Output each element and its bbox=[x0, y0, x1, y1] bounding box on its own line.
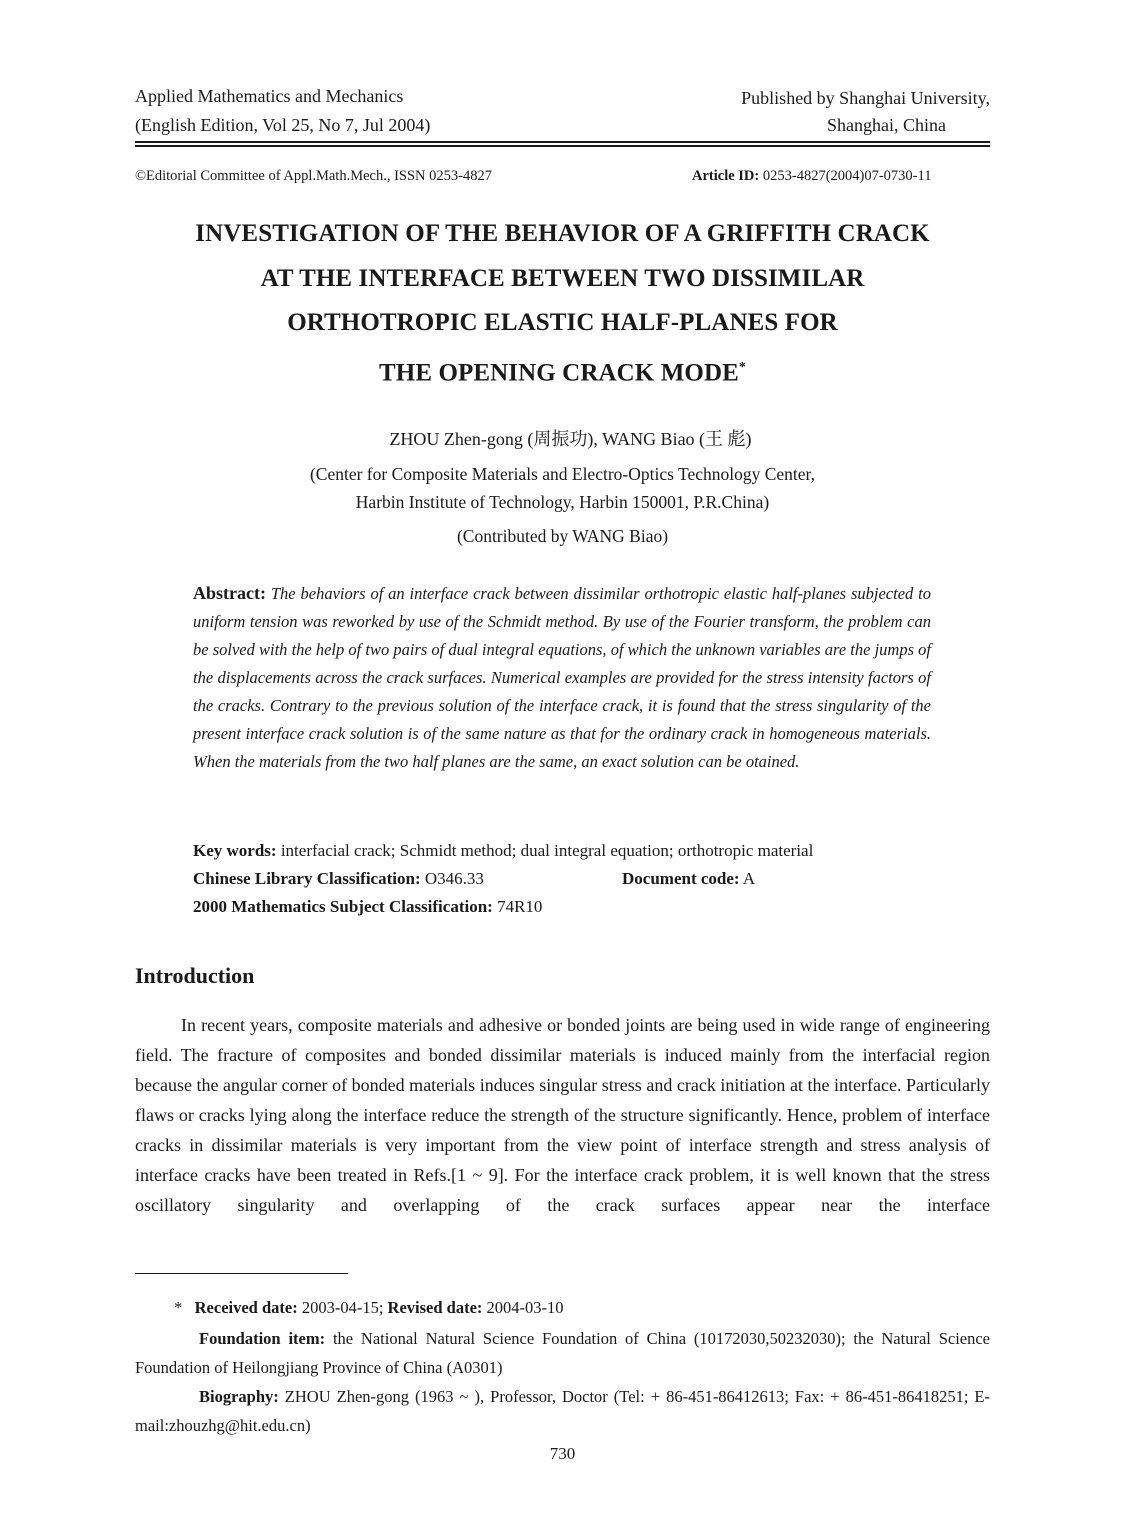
journal-edition: (English Edition, Vol 25, No 7, Jul 2004) bbox=[135, 115, 431, 135]
foundation-label: Foundation item: bbox=[199, 1329, 326, 1348]
msc-classification bbox=[193, 897, 542, 917]
msc-label: 2000 Mathematics Subject Classification: bbox=[193, 897, 493, 916]
title-line-3: ORTHOTROPIC ELASTIC HALF-PLANES FOR bbox=[287, 309, 838, 336]
revised-label: Revised date: bbox=[387, 1298, 483, 1317]
abstract-text: The behaviors of an interface crack between dissimilar orthotropic elastic half-planes subjected to uniform tension was reworked by use of the Schmidt method. By use of the Fourier transform, the problem can be solved with the help of two pairs of dual integral equations, of which the unknown variables are the jumps of the displacements across the crack surfaces. Numerical examples are provided for the stress intensity factors of the cracks. Contrary to the previous solution of the interface crack, it is found that the stress singularity of the present interface crack solution is of the same nature as that for the ordinary crack in homogeneous materials. When the materials from the two half planes are the same, an exact solution can be otained. bbox=[193, 584, 931, 771]
affiliation-line-2: Harbin Institute of Technology, Harbin 150001, P.R.China) bbox=[355, 492, 770, 512]
header-rule-bottom bbox=[135, 145, 990, 147]
affiliation-line-1: (Center for Composite Materials and Electro-Optics Technology Center, bbox=[309, 464, 816, 484]
author-line: ZHOU Zhen-gong (周振功), WANG Biao (王 彪) bbox=[389, 429, 752, 449]
abstract bbox=[193, 579, 931, 776]
footnote-star: * bbox=[174, 1298, 183, 1317]
footnote-rule bbox=[135, 1273, 348, 1274]
chinese-library-classification bbox=[193, 869, 484, 889]
foundation-text: the National Natural Science Foundation of China (10172030,50232030); the Natural Science Foundation of Heilongjiang Province of China (A0301) bbox=[135, 1329, 991, 1377]
biography-text: ZHOU Zhen-gong (1963 ~ ), Professor, Doctor (Tel: + 86-451-86412613; Fax: + 86-451-86418251; E-mail:zhouzhg@hit.edu.cn) bbox=[135, 1387, 991, 1435]
biography-label: Biography: bbox=[199, 1387, 279, 1406]
keywords-label: Key words: bbox=[193, 841, 277, 860]
title-line-4-text: THE OPENING CRACK MODE bbox=[379, 358, 739, 386]
paper-title bbox=[100, 212, 1025, 395]
contributed-by: (Contributed by WANG Biao) bbox=[456, 526, 669, 546]
document-code-value: A bbox=[742, 869, 756, 888]
msc-value: 74R10 bbox=[497, 897, 543, 916]
article-id bbox=[692, 168, 931, 185]
header-rule-top bbox=[135, 141, 990, 143]
journal-name: Applied Mathematics and Mechanics bbox=[135, 86, 404, 106]
introduction-paragraph: In recent years, composite materials and adhesive or bonded joints are being used in wide range of engineering field. The fracture of composites and bonded dissimilar materials is induced mainly from the interfacial region because the angular corner of bonded materials induces singular stress and crack initiation at the interface. Particularly flaws or cracks lying along the interface reduce the strength of the structure significantly. Hence, problem of interface cracks in dissimilar materials is very important from the view point of interface strength and stress analysis of interface cracks have been treated in Refs.[1 ~ 9]. For the interface crack problem, it is well known that the stress oscillatory singularity and overlapping of the crack surfaces appear near the interface bbox=[135, 1015, 990, 1215]
footnote-foundation bbox=[135, 1324, 990, 1382]
keywords-text: interfacial crack; Schmidt method; dual integral equation; orthotropic material bbox=[280, 841, 814, 860]
revised-date: 2004-03-10 bbox=[486, 1298, 564, 1317]
introduction-heading: Introduction bbox=[135, 963, 255, 988]
document-code-label: Document code: bbox=[622, 869, 740, 888]
footnote-dates bbox=[174, 1298, 564, 1318]
received-date: 2003-04-15; bbox=[301, 1298, 384, 1317]
abstract-label: Abstract: bbox=[193, 583, 266, 603]
footnote-biography bbox=[135, 1382, 990, 1440]
publisher: Published by Shanghai University, bbox=[741, 88, 990, 108]
page-number: 730 bbox=[549, 1444, 576, 1463]
document-code bbox=[622, 869, 755, 889]
article-id-value: 0253-4827(2004)07-0730-11 bbox=[762, 168, 932, 184]
title-footnote-mark: * bbox=[738, 359, 746, 375]
copyright-line: ©Editorial Committee of Appl.Math.Mech., ISSN 0253-4827 bbox=[135, 168, 492, 184]
title-line-4 bbox=[100, 346, 1025, 396]
introduction-body bbox=[135, 1010, 990, 1220]
publisher-location: Shanghai, China bbox=[827, 115, 946, 135]
received-label: Received date: bbox=[194, 1298, 298, 1317]
clc-label: Chinese Library Classification: bbox=[193, 869, 421, 888]
title-line-2: AT THE INTERFACE BETWEEN TWO DISSIMILAR bbox=[260, 264, 865, 292]
keywords bbox=[193, 841, 813, 861]
title-line-1: INVESTIGATION OF THE BEHAVIOR OF A GRIFFITH CRACK bbox=[195, 220, 930, 247]
article-id-label: Article ID: bbox=[692, 168, 760, 184]
clc-value: O346.33 bbox=[424, 869, 484, 888]
